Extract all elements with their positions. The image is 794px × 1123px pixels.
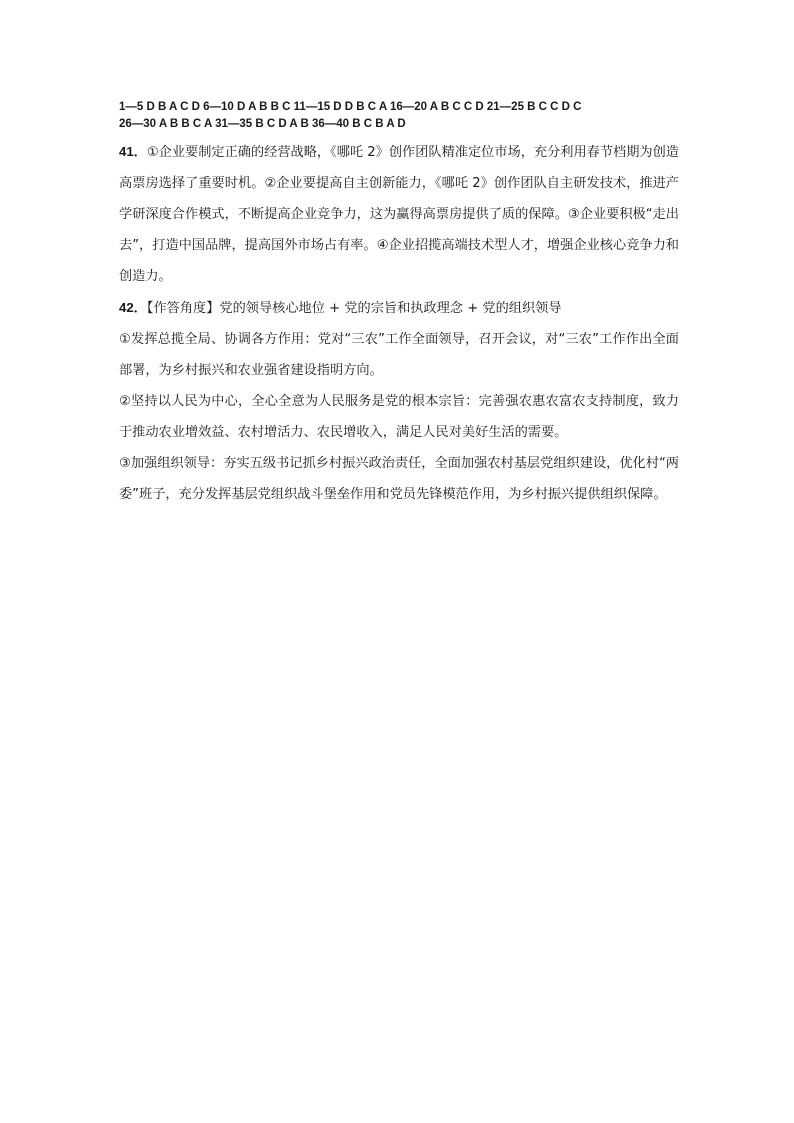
question-42-heading xyxy=(119,292,679,324)
question-42-point-1: ①发挥总揽全局、协调各方作用：党对“三农”工作全面领导，召开会议，对“三农”工作作出全面部署，为乡村振兴和农业强省建设指明方向。 xyxy=(119,332,679,378)
question-42-heading-text: 【作答角度】党的领导核心地位 + 党的宗旨和执政理念 + 党的组织领导 xyxy=(146,301,562,316)
question-41-text: ①企业要制定正确的经营战略，《哪吒 2》创作团队精准定位市场，充分利用春节档期为创造高票房选择了重要时机。②企业要提高自主创新能力，《哪吒 2》创作团队自主研发技术，推进产学研深度合作模式，不断提高企业竞争力，这为赢得高票房提供了质的保障。③企业要积极“走出去”，打造中国品牌，提高国外市场占有率。④企业招揽高端技术型人才，增强企业核心竞争力和创造力。 xyxy=(119,145,679,284)
question-42-point-3: ③加强组织领导：夯实五级书记抓乡村振兴政治责任，全面加强农村基层党组织建设，优化村“两委”班子，充分发挥基层党组织战斗堡垒作用和党员先锋模范作用，为乡村振兴提供组织保障。 xyxy=(119,456,679,502)
answer-key-line-2: 26—30 A B B C A 31—35 B C D A B 36—40 B C B A D xyxy=(119,118,406,130)
question-41-answer xyxy=(119,136,679,292)
question-42-point-2: ②坚持以人民为中心，全心全意为人民服务是党的根本宗旨：完善强农惠农富农支持制度，致力于推动农业增效益、农村增活力、农民增收入，满足人民对美好生活的需要。 xyxy=(119,394,679,440)
answer-key-line-1: 1—5 D B A C D 6—10 D A B B C 11—15 D D B C A 16—20 A B C C D 21—25 B C C D C xyxy=(119,101,582,113)
question-41-number: 41． xyxy=(119,144,147,159)
question-42-number: 42． xyxy=(119,300,147,315)
answer-content xyxy=(119,99,679,510)
